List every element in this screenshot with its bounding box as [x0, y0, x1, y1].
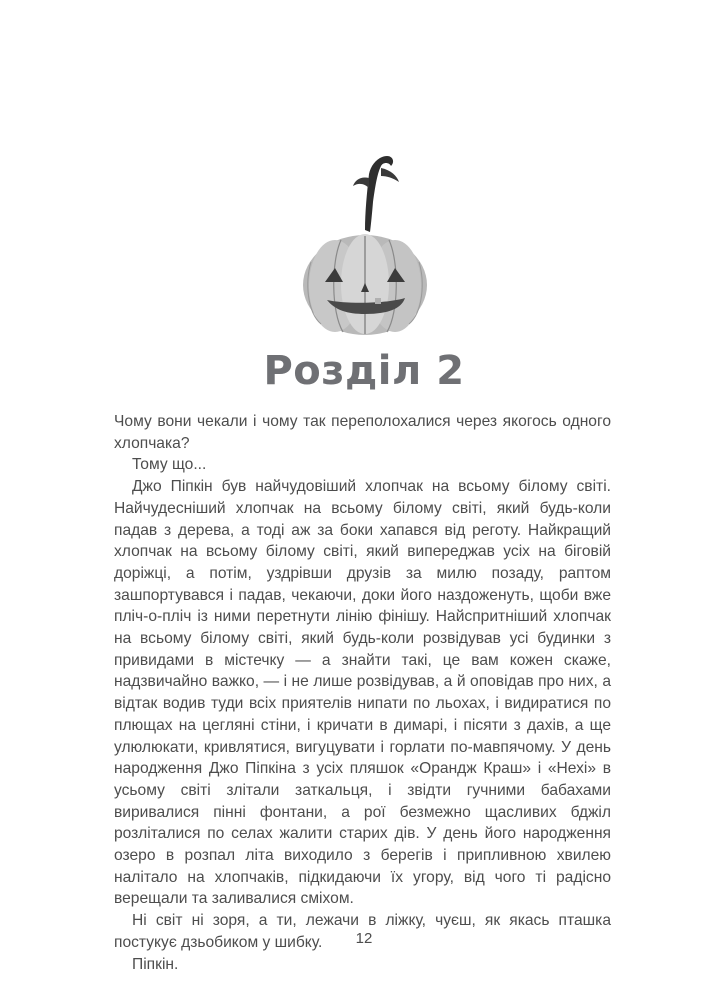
paragraph: Ні світ ні зоря, а ти, лежачи в ліжку, чуєш, як якась пташка постукує дзьобиком у шибку.	[114, 912, 611, 951]
chapter-title: Розділ 2	[263, 348, 465, 394]
paragraph: Тому що...	[132, 456, 207, 474]
page-number: 12	[355, 930, 373, 947]
paragraph: Чому вони чекали і чому так переполохалися через якогось одного хлопчака?	[114, 413, 611, 452]
chapter-body-text	[114, 411, 611, 975]
jack-o-lantern-pumpkin-icon	[295, 152, 435, 337]
paragraph: Джо Піпкін був найчудовіший хлопчак на всьому білому світі. Найчудесніший хлопчак на всьому білому світі, який будь-коли падав з дерева, а тоді аж за боки хапався від реготу. Найкращий хлопчак на всьому білому світі, який випереджав усіх на біговій доріжці, а потім, уздрівши друзів за милю позаду, раптом зашпортувався і падав, чекаючи, доки його наздоженуть, щоби вже пліч-о-пліч із ними перетнути лінію фінішу. Найспритніший хлопчак на всьому білому світі, який будь-коли розвідував усі будинки з привидами в містечку — а знайти такі, це вам кожен скаже, надзвичайно важко, — і не лише розвідував, а й оповідав про них, а відтак водив туди всіх приятелів нипати по льохах, і видиратися по плющах на цегляні стіни, і кричати в димарі, і пісяти з дахів, а ще улюлюкати, кривлятися, вигуцувати і горлати по-мавпячому. У день народження Джо Піпкіна з усіх пляшок «Орандж Краш» і «Нехі» в усьому світі злітали заткальця, і звідти гучними бабахами виривалися пінні фонтани, а рої безмежно щасливих бджіл розліталися по селах жалити старих дів. У день його народження озеро в розпал літа виходило з берегів і припливною хвилею налітало на хлопчаків, підкидаючи їх угору, від чого ті радісно верещали та заливалися сміхом.	[114, 478, 611, 908]
paragraph: Піпкін.	[132, 955, 179, 973]
